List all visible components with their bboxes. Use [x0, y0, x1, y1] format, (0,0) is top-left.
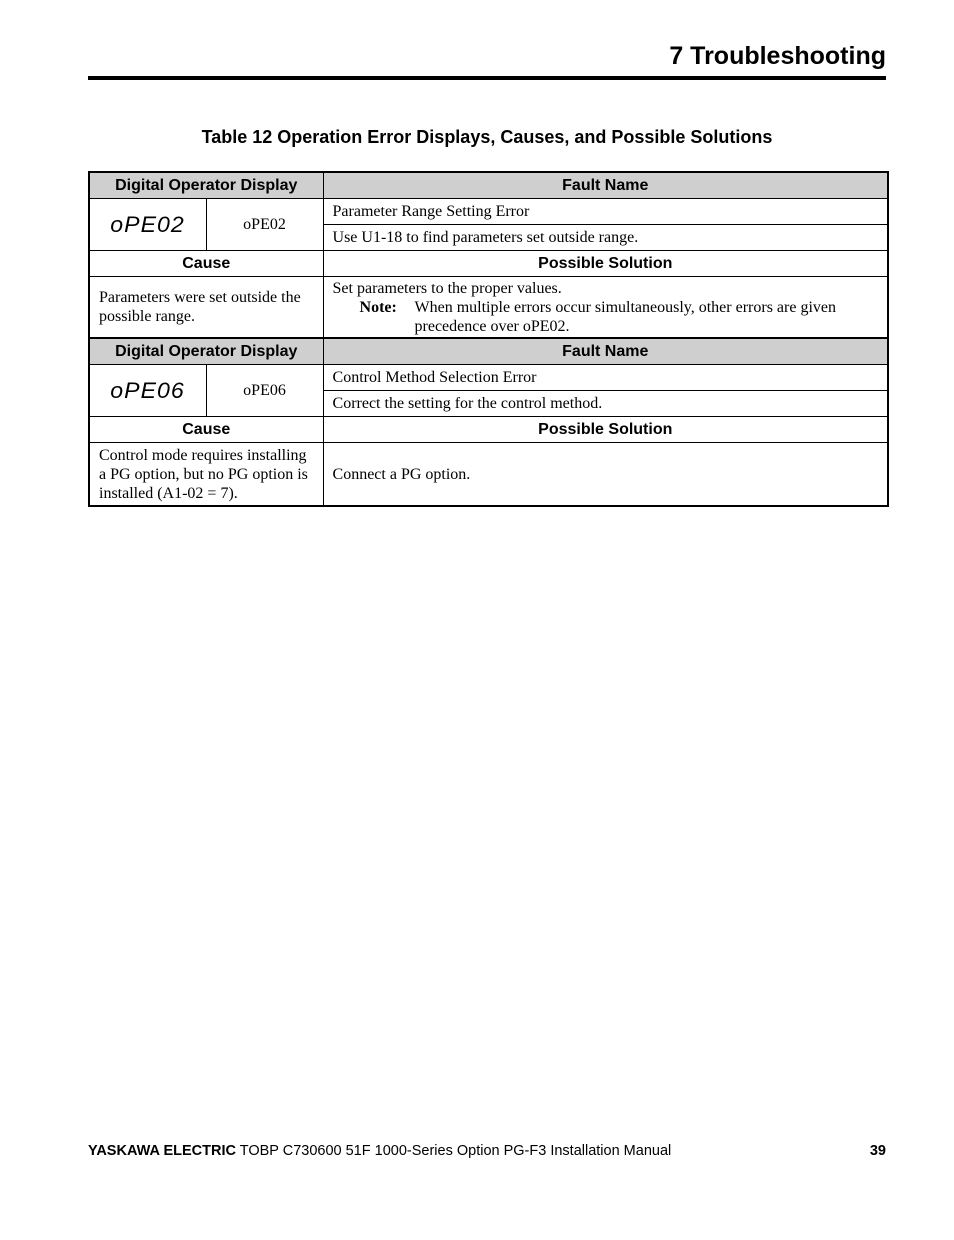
fault-name: Parameter Range Setting Error — [323, 199, 888, 225]
fault-name: Control Method Selection Error — [323, 365, 888, 391]
table-row — [89, 365, 888, 391]
fault-code: oPE02 — [206, 199, 323, 251]
page-number: 39 — [869, 1143, 886, 1159]
col-display-header: Digital Operator Display — [89, 338, 323, 365]
note-text: When multiple errors occur simultaneously, other errors are given precedence over oPE02. — [414, 298, 836, 335]
table-row — [89, 199, 888, 225]
table-subheader-row — [89, 251, 888, 277]
footer-doc-title: TOBP C730600 51F 1000-Series Option PG-F3 Installation Manual — [235, 1143, 672, 1159]
fault-detail: Correct the setting for the control method. — [323, 391, 888, 417]
fault-code: oPE06 — [206, 365, 323, 417]
footer-doc-info — [88, 1143, 671, 1159]
note — [333, 298, 879, 336]
table-subheader-row — [89, 417, 888, 443]
solution-text: Set parameters to the proper values. — [332, 279, 562, 297]
cause-text: Control mode requires installing a PG option, but no PG option is installed (A1-02 = 7). — [89, 443, 323, 507]
fault-detail: Use U1-18 to find parameters set outside range. — [323, 225, 888, 251]
table-row — [89, 443, 888, 507]
table-header-row — [89, 338, 888, 365]
table-caption: Table 12 Operation Error Displays, Causes, and Possible Solutions — [201, 127, 773, 147]
chapter-title: 7 Troubleshooting — [669, 42, 886, 70]
col-solution-header: Possible Solution — [323, 417, 888, 443]
col-cause-header: Cause — [89, 417, 323, 443]
footer-brand: YASKAWA ELECTRIC — [88, 1143, 236, 1159]
header-rule — [88, 76, 886, 80]
operator-display-cell — [89, 199, 206, 251]
seven-segment-display: oPE06 — [110, 377, 186, 403]
operator-display-cell — [89, 365, 206, 417]
note-label: Note: — [359, 298, 397, 316]
seven-segment-display: oPE02 — [110, 211, 186, 237]
operation-error-table — [88, 171, 889, 507]
table-header-row — [89, 172, 888, 199]
table-row — [89, 277, 888, 339]
col-solution-header: Possible Solution — [323, 251, 888, 277]
cause-text: Parameters were set outside the possible range. — [89, 277, 323, 339]
col-fault-header: Fault Name — [323, 172, 888, 199]
solution-cell — [323, 277, 888, 339]
col-fault-header: Fault Name — [323, 338, 888, 365]
col-display-header: Digital Operator Display — [89, 172, 323, 199]
col-cause-header: Cause — [89, 251, 323, 277]
solution-text: Connect a PG option. — [323, 443, 888, 507]
